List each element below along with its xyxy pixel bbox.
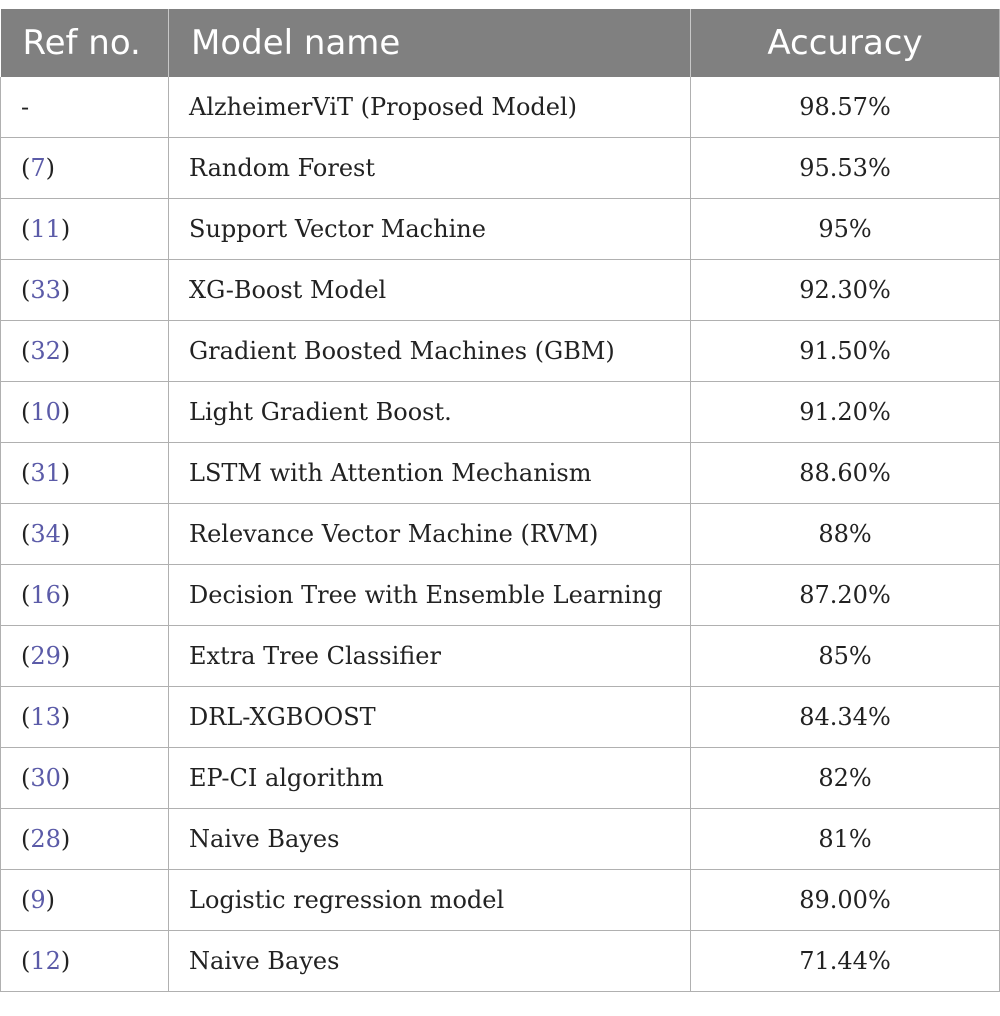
table-row: [1, 443, 1000, 504]
accuracy-cell: 81%: [691, 809, 1000, 870]
model-name-cell: AlzheimerViT (Proposed Model): [169, 77, 691, 138]
table-header-row: [1, 9, 1000, 77]
table-row: [1, 138, 1000, 199]
ref-open-paren: (: [21, 398, 31, 426]
model-name-cell: Logistic regression model: [169, 870, 691, 931]
ref-link[interactable]: 34: [30, 520, 61, 548]
ref-open-paren: (: [21, 642, 31, 670]
ref-close-paren: ): [60, 398, 71, 426]
accuracy-cell: 95%: [691, 199, 1000, 260]
accuracy-cell: 88%: [691, 504, 1000, 565]
ref-cell: [1, 77, 169, 138]
model-name-cell: Gradient Boosted Machines (GBM): [169, 321, 691, 382]
header-model-name: Model name: [169, 9, 691, 77]
accuracy-cell: 95.53%: [691, 138, 1000, 199]
model-name-cell: Relevance Vector Machine (RVM): [169, 504, 691, 565]
model-name-cell: Extra Tree Classifier: [169, 626, 691, 687]
ref-link[interactable]: 7: [30, 154, 46, 182]
table-row: [1, 931, 1000, 992]
ref-link[interactable]: 28: [30, 825, 61, 853]
ref-close-paren: ): [60, 459, 71, 487]
accuracy-cell: 88.60%: [691, 443, 1000, 504]
table-row: [1, 504, 1000, 565]
model-accuracy-table: [0, 9, 1000, 992]
ref-dash: -: [21, 93, 30, 121]
ref-open-paren: (: [21, 520, 31, 548]
ref-link[interactable]: 30: [30, 764, 61, 792]
ref-open-paren: (: [21, 459, 31, 487]
ref-cell: [1, 260, 169, 321]
table-row: [1, 687, 1000, 748]
table-row: [1, 626, 1000, 687]
ref-open-paren: (: [21, 703, 31, 731]
accuracy-cell: 91.50%: [691, 321, 1000, 382]
table-row: [1, 199, 1000, 260]
ref-close-paren: ): [60, 947, 71, 975]
ref-close-paren: ): [45, 154, 56, 182]
table-row: [1, 77, 1000, 138]
ref-cell: [1, 443, 169, 504]
ref-open-paren: (: [21, 154, 31, 182]
accuracy-cell: 84.34%: [691, 687, 1000, 748]
ref-close-paren: ): [60, 337, 71, 365]
model-name-cell: Naive Bayes: [169, 931, 691, 992]
ref-cell: [1, 626, 169, 687]
model-name-cell: EP-CI algorithm: [169, 748, 691, 809]
ref-close-paren: ): [60, 825, 71, 853]
ref-cell: [1, 138, 169, 199]
accuracy-cell: 91.20%: [691, 382, 1000, 443]
ref-close-paren: ): [60, 703, 71, 731]
model-name-cell: Support Vector Machine: [169, 199, 691, 260]
ref-cell: [1, 321, 169, 382]
ref-link[interactable]: 32: [30, 337, 61, 365]
ref-close-paren: ): [60, 642, 71, 670]
ref-link[interactable]: 12: [30, 947, 61, 975]
accuracy-cell: 85%: [691, 626, 1000, 687]
ref-cell: [1, 504, 169, 565]
header-accuracy: Accuracy: [691, 9, 1000, 77]
accuracy-cell: 98.57%: [691, 77, 1000, 138]
ref-open-paren: (: [21, 825, 31, 853]
ref-open-paren: (: [21, 215, 31, 243]
accuracy-cell: 71.44%: [691, 931, 1000, 992]
accuracy-cell: 82%: [691, 748, 1000, 809]
table-row: [1, 382, 1000, 443]
model-name-cell: XG-Boost Model: [169, 260, 691, 321]
ref-link[interactable]: 16: [30, 581, 61, 609]
table-row: [1, 809, 1000, 870]
ref-open-paren: (: [21, 764, 31, 792]
ref-cell: [1, 199, 169, 260]
ref-open-paren: (: [21, 337, 31, 365]
ref-cell: [1, 870, 169, 931]
ref-close-paren: ): [60, 215, 71, 243]
ref-cell: [1, 565, 169, 626]
ref-cell: [1, 687, 169, 748]
ref-close-paren: ): [60, 764, 71, 792]
accuracy-cell: 87.20%: [691, 565, 1000, 626]
table-row: [1, 565, 1000, 626]
ref-link[interactable]: 13: [30, 703, 61, 731]
ref-open-paren: (: [21, 276, 31, 304]
model-name-cell: Light Gradient Boost.: [169, 382, 691, 443]
model-name-cell: Random Forest: [169, 138, 691, 199]
ref-link[interactable]: 11: [30, 215, 61, 243]
ref-open-paren: (: [21, 581, 31, 609]
model-name-cell: Decision Tree with Ensemble Learning: [169, 565, 691, 626]
table-row: [1, 870, 1000, 931]
ref-close-paren: ): [60, 276, 71, 304]
ref-link[interactable]: 9: [30, 886, 46, 914]
ref-open-paren: (: [21, 947, 31, 975]
table-row: [1, 260, 1000, 321]
ref-close-paren: ): [60, 581, 71, 609]
model-name-cell: Naive Bayes: [169, 809, 691, 870]
ref-close-paren: ): [60, 520, 71, 548]
ref-cell: [1, 748, 169, 809]
ref-link[interactable]: 29: [30, 642, 61, 670]
ref-open-paren: (: [21, 886, 31, 914]
model-name-cell: DRL-XGBOOST: [169, 687, 691, 748]
ref-cell: [1, 809, 169, 870]
ref-link[interactable]: 33: [30, 276, 61, 304]
accuracy-cell: 89.00%: [691, 870, 1000, 931]
header-ref-no: Ref no.: [1, 9, 169, 77]
ref-close-paren: ): [45, 886, 56, 914]
ref-cell: [1, 382, 169, 443]
model-name-cell: LSTM with Attention Mechanism: [169, 443, 691, 504]
table-row: [1, 748, 1000, 809]
ref-link[interactable]: 31: [30, 459, 61, 487]
table-row: [1, 321, 1000, 382]
ref-cell: [1, 931, 169, 992]
accuracy-cell: 92.30%: [691, 260, 1000, 321]
ref-link[interactable]: 10: [30, 398, 61, 426]
